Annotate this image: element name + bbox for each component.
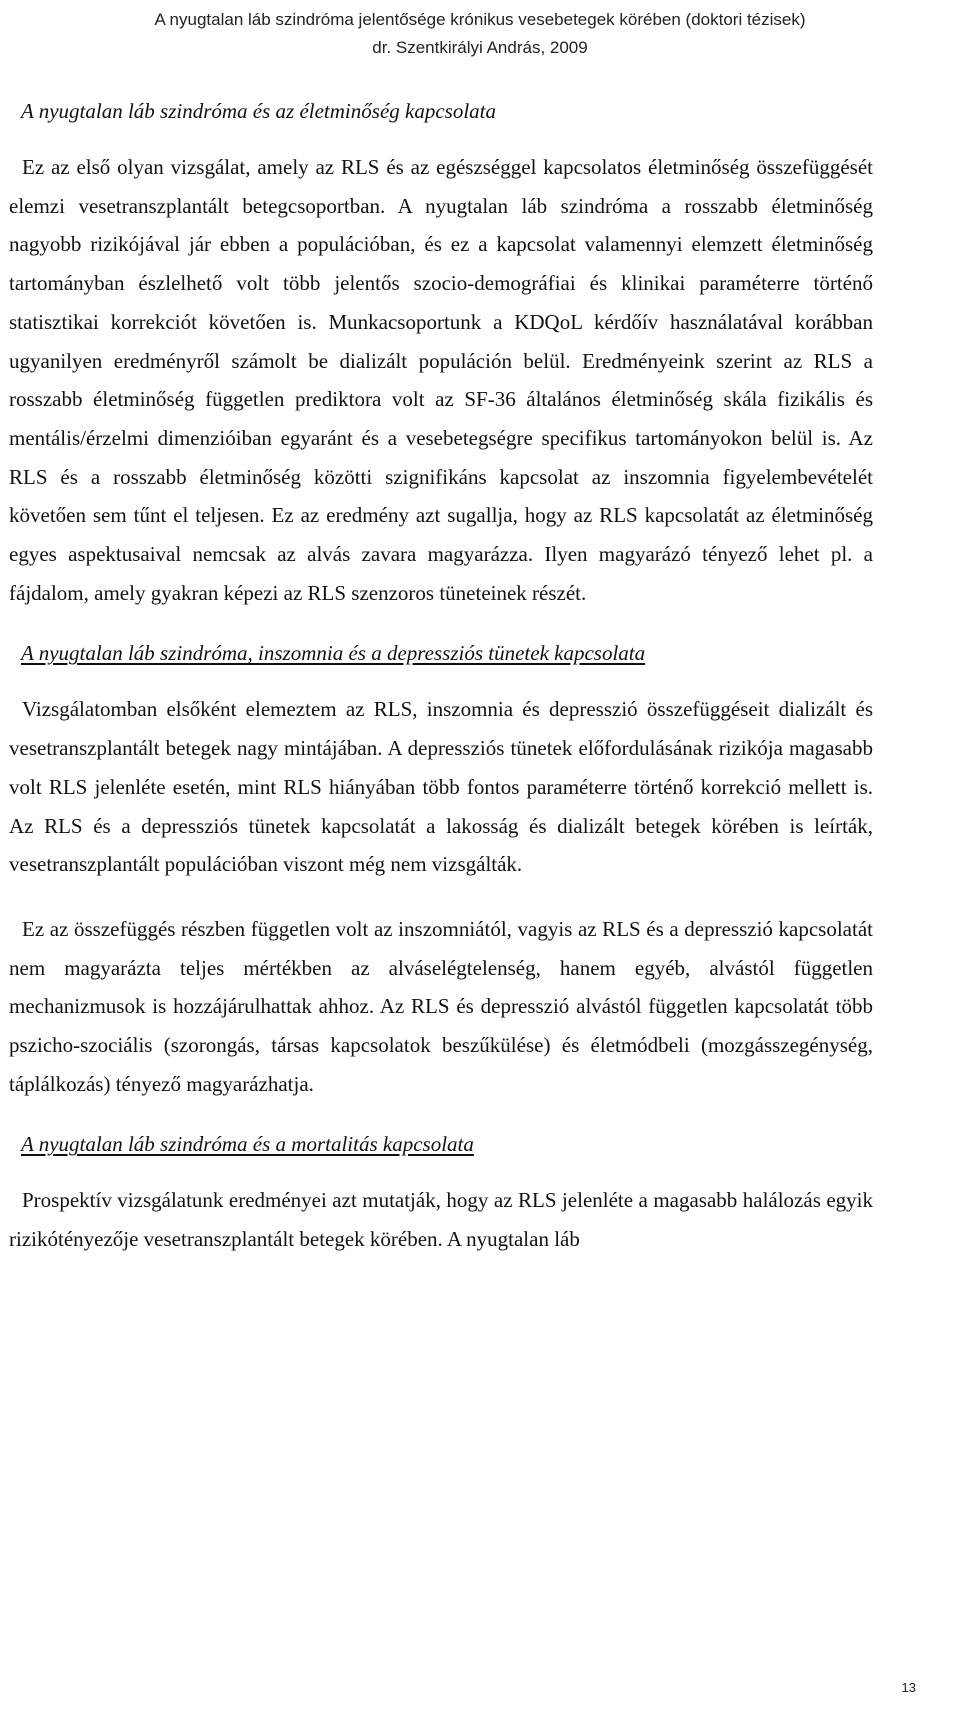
section-rls-insomnia-depression (9, 638, 873, 1103)
running-header (0, 6, 960, 62)
section-rls-mortality (9, 1129, 873, 1258)
page-content (9, 96, 873, 1285)
section-heading: A nyugtalan láb szindróma és a mortalitás kapcsolata (21, 1132, 474, 1157)
section-heading: A nyugtalan láb szindróma és az életminőség kapcsolata (21, 99, 496, 123)
paragraph: Vizsgálatomban elsőként elemeztem az RLS, inszomnia és depresszió összefüggéseit dializált és vesetranszplantált betegek nagy mintájában. A depressziós tünetek előfordulásának rizikója magasabb volt RLS jelenléte esetén, mint RLS hiányában több fontos paraméterre történő korrekció mellett is. Az RLS és a depressziós tünetek kapcsolatát a lakosság és dializált betegek körében is leírták, vesetranszplantált populációban viszont még nem vizsgálták. (9, 697, 873, 877)
paragraph: Prospektív vizsgálatunk eredményei azt mutatják, hogy az RLS jelenléte a magasabb halálozás egyik rizikótényezője vesetranszplantált betegek körében. A nyugtalan láb (9, 1188, 873, 1252)
section-rls-quality-of-life (9, 96, 873, 612)
header-author-year: dr. Szentkirályi András, 2009 (372, 38, 588, 57)
paragraph: Ez az első olyan vizsgálat, amely az RLS és az egészséggel kapcsolatos életminőség összefüggését elemzi vesetranszplantált betegcsoportban. A nyugtalan láb szindróma a rosszabb életminőség nagyobb rizikójával jár ebben a populációban, és ez a kapcsolat valamennyi elemzett életminőség tartományban észlelhető volt több jelentős szocio-demográfiai és klinikai paraméterre történő statisztikai korrekciót követően is. Munkacsoportunk a KDQoL kérdőív használatával korábban ugyanilyen eredményről számolt be dializált populáción belül. Eredményeink szerint az RLS a rosszabb életminőség független prediktora volt az SF-36 általános életminőség skála fizikális és mentális/érzelmi dimenzióiban egyaránt és a vesebetegségre specifikus tartományokon belül is. Az RLS és a rosszabb életminőség közötti szignifikáns kapcsolat az inszomnia figyelembevételét követően sem tűnt el teljesen. Ez az eredmény azt sugallja, hogy az RLS kapcsolatát az életminőség egyes aspektusaival nemcsak az alvás zavara magyarázza. Ilyen magyarázó tényező lehet pl. a fájdalom, amely gyakran képezi az RLS szenzoros tüneteinek részét. (9, 155, 873, 605)
section-heading: A nyugtalan láb szindróma, inszomnia és a depressziós tünetek kapcsolata (21, 641, 646, 666)
header-title: A nyugtalan láb szindróma jelentősége krónikus vesebetegek körében (doktori tézisek) (154, 10, 806, 29)
paragraph: Ez az összefüggés részben független volt az inszomniától, vagyis az RLS és a depresszió kapcsolatát nem magyarázta teljes mértékben az alváselégtelenség, hanem egyéb, alvástól független mechanizmusok is hozzájárulhattak ahhoz. Az RLS és depresszió alvástól független kapcsolatát több pszicho-szociális (szorongás, társas kapcsolatok beszűkülése) és életmódbeli (mozgásszegénység, táplálkozás) tényező magyarázhatja. (9, 916, 873, 1096)
page-number: 13 (901, 1680, 916, 1695)
